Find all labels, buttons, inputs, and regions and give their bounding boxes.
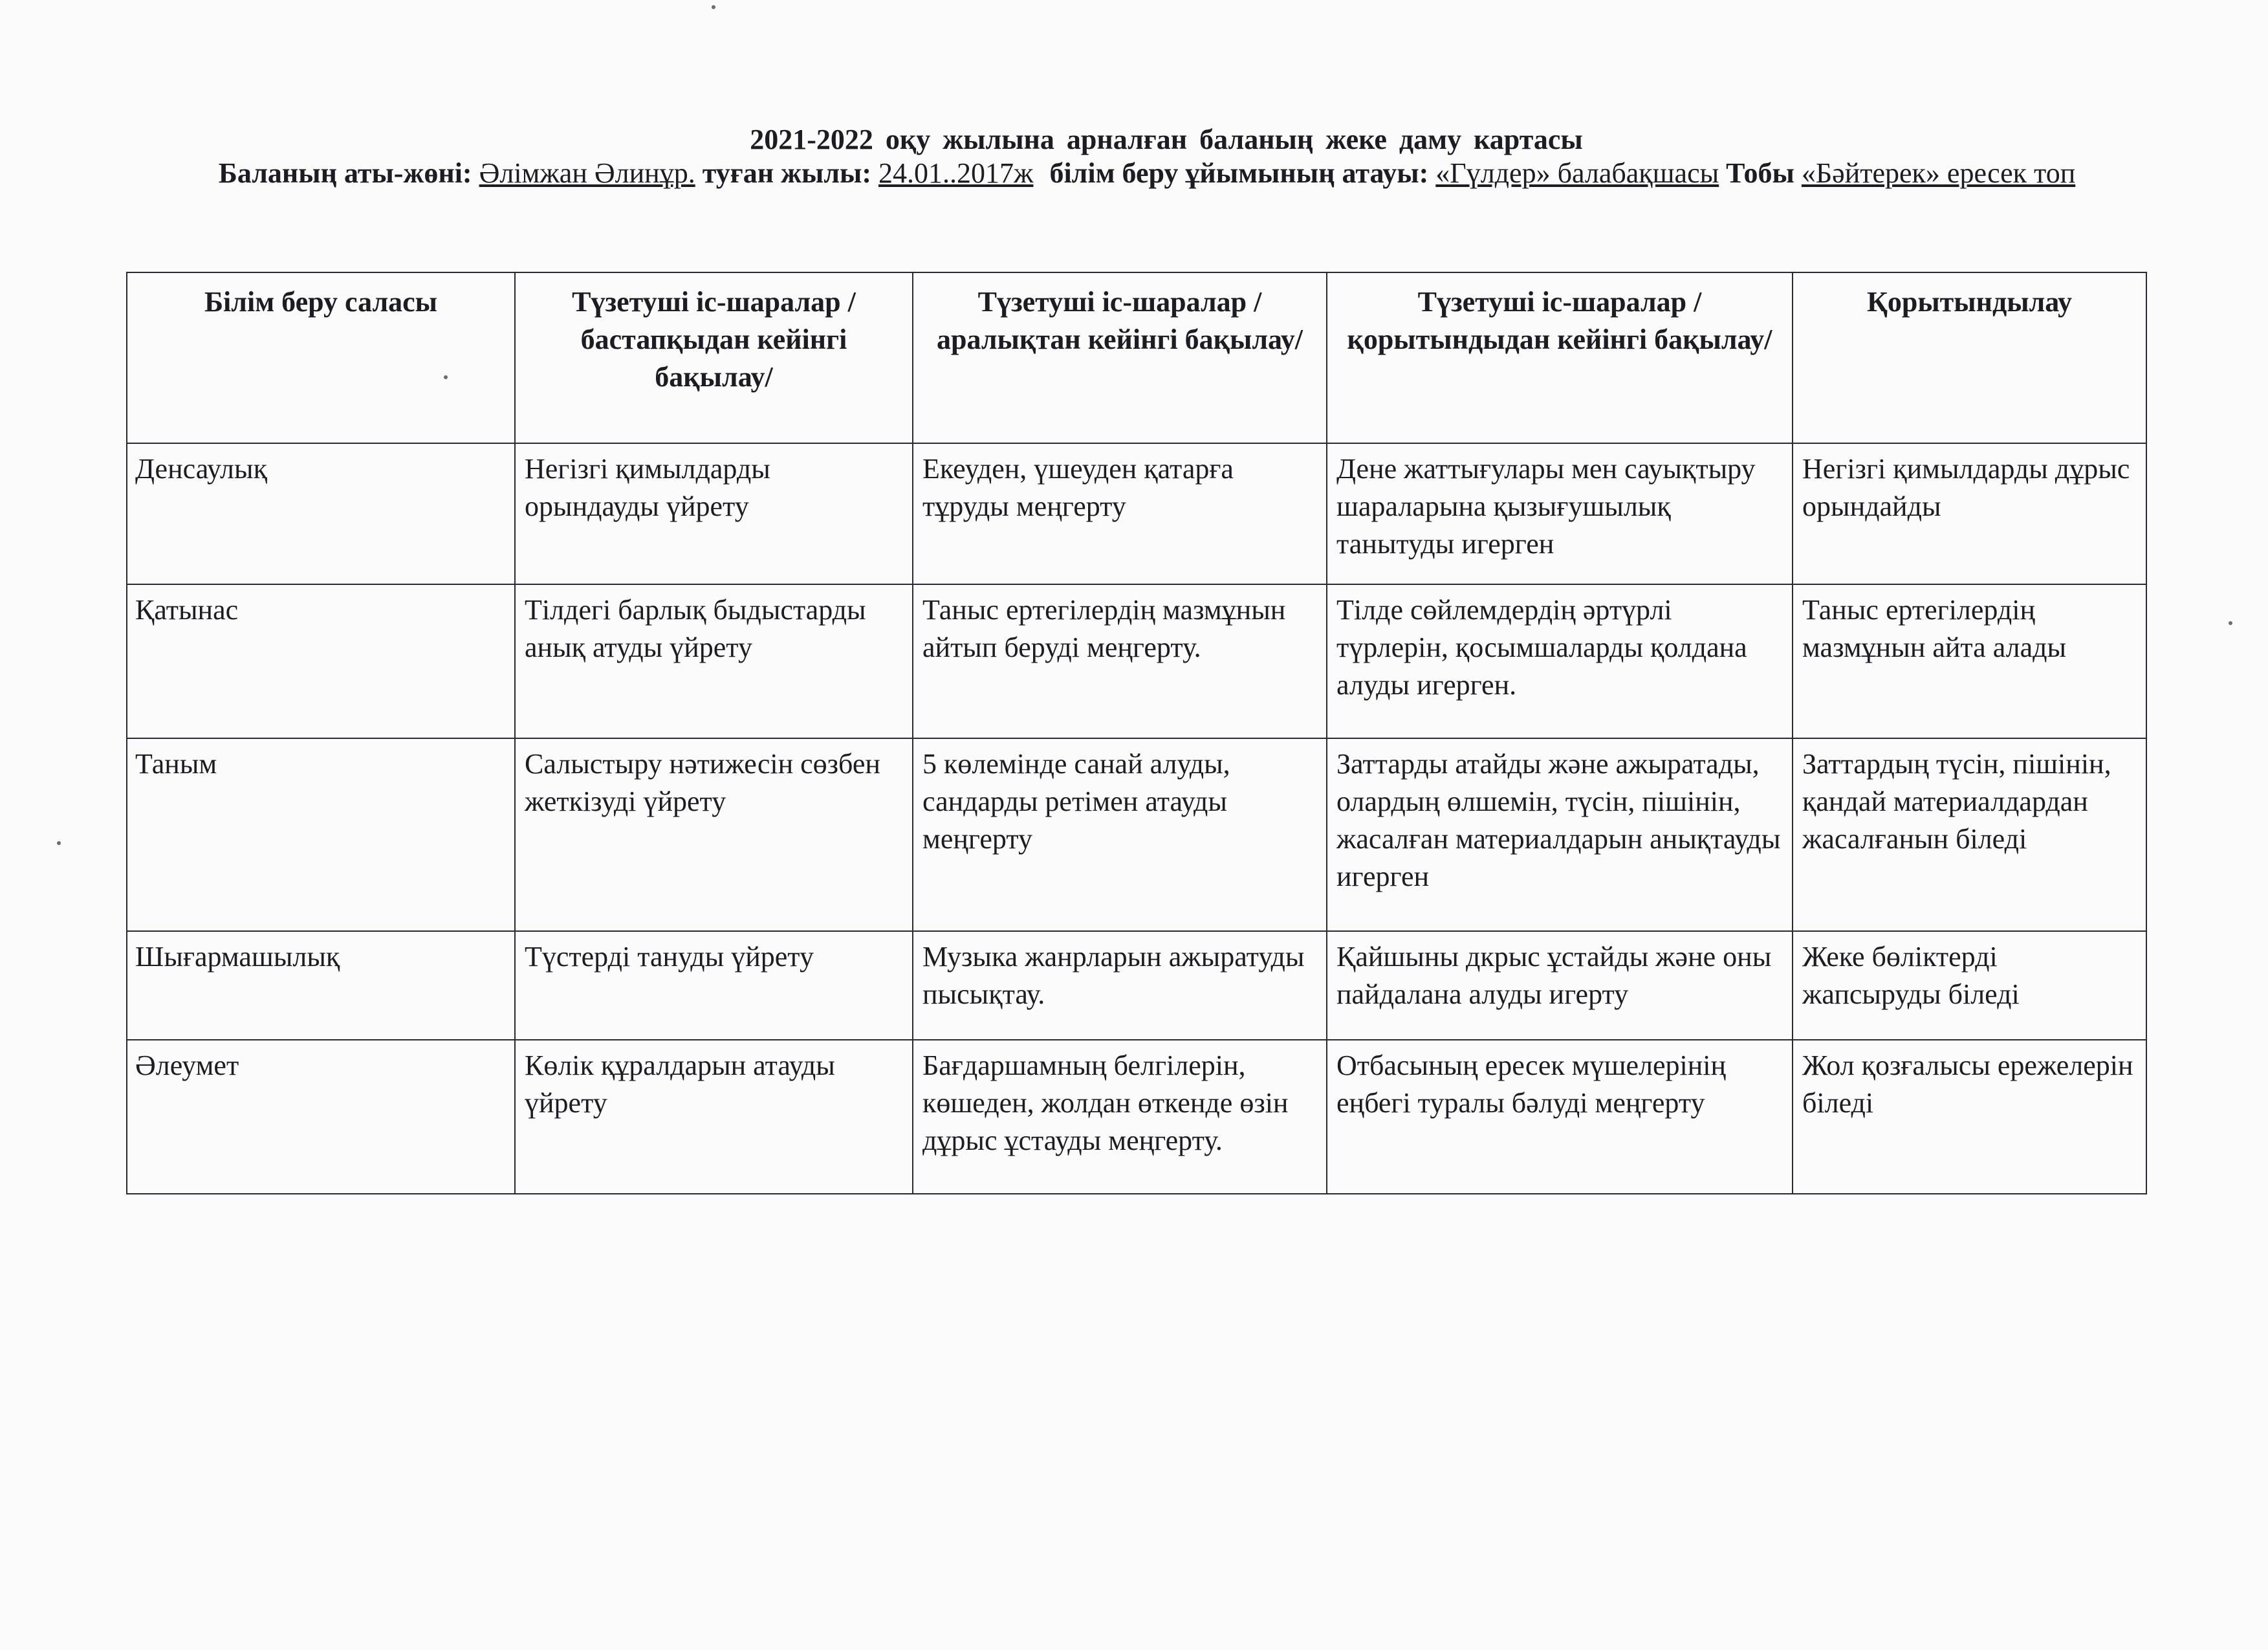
cell-initial: Тілдегі барлық быдыстарды анық атуды үйрету: [515, 584, 913, 738]
birth-date-value: 24.01..2017ж: [878, 157, 1034, 189]
table-row: [127, 738, 2146, 931]
cell-initial: Түстерді тануды үйрету: [515, 931, 913, 1040]
header-initial-measures: Түзетуші іс-шаралар /бастапқыдан кейінгі бақылау/: [515, 272, 913, 443]
cell-summary: Заттардың түсін, пішінін, қандай материалдардан жасалғанын біледі: [1793, 738, 2146, 931]
cell-area: Қатынас: [127, 584, 515, 738]
cell-area: Шығармашылық: [127, 931, 515, 1040]
cell-summary: Жол қозғалысы ережелерін біледі: [1793, 1040, 2146, 1194]
scan-speck: [712, 5, 715, 9]
organization-value: «Гүлдер» балабақшасы: [1435, 157, 1719, 189]
cell-initial: Салыстыру нәтижесін сөзбен жеткізуді үйрету: [515, 738, 913, 931]
header-interim-measures: Түзетуші іс-шаралар / аралықтан кейінгі бақылау/: [913, 272, 1327, 443]
table-row: [127, 443, 2146, 584]
development-card-table: [126, 272, 2147, 1194]
scan-speck: [2229, 621, 2232, 625]
cell-initial: Көлік құралдарын атауды үйрету: [515, 1040, 913, 1194]
child-info-line: [0, 157, 2268, 190]
scan-speck: [57, 841, 61, 845]
cell-area: Денсаулық: [127, 443, 515, 584]
cell-final: Отбасының ересек мүшелерінің еңбегі туралы бәлуді меңгерту: [1327, 1040, 1793, 1194]
table-row: [127, 1040, 2146, 1194]
cell-final: Тілде сөйлемдердің әртүрлі түрлерін, қосымшаларды қолдана алуды игерген.: [1327, 584, 1793, 738]
child-name-value: Әлімжан Әлинұр.: [479, 157, 695, 189]
header-education-area: Білім беру саласы: [127, 272, 515, 443]
cell-interim: 5 көлемінде санай алуды, сандарды ретімен атауды меңгерту: [913, 738, 1327, 931]
scan-speck: [444, 375, 448, 379]
cell-initial: Негізгі қимылдарды орындауды үйрету: [515, 443, 913, 584]
organization-label: білім беру ұйымының атауы:: [1049, 157, 1429, 189]
cell-summary: Жеке бөліктерді жапсыруды біледі: [1793, 931, 2146, 1040]
group-label: Тобы: [1726, 157, 1794, 189]
cell-final: Қайшыны дкрыс ұстайды және оны пайдалана алуды игерту: [1327, 931, 1793, 1040]
header-summary: Қорытындылау: [1793, 272, 2146, 443]
cell-interim: Музыка жанрларын ажыратуды пысықтау.: [913, 931, 1327, 1040]
child-name-label: Баланың аты-жөні:: [218, 157, 472, 189]
cell-final: Дене жаттығулары мен сауықтыру шараларына қызығушылық танытуды игерген: [1327, 443, 1793, 584]
cell-interim: Таныс ертегілердің мазмұнын айтып беруді меңгерту.: [913, 584, 1327, 738]
table-header-row: [127, 272, 2146, 443]
table-row: [127, 931, 2146, 1040]
cell-area: Таным: [127, 738, 515, 931]
cell-area: Әлеумет: [127, 1040, 515, 1194]
header-final-measures: Түзетуші іс-шаралар / қорытындыдан кейінгі бақылау/: [1327, 272, 1793, 443]
cell-summary: Негізгі қимылдарды дұрыс орындайды: [1793, 443, 2146, 584]
table-row: [127, 584, 2146, 738]
group-value: «Бәйтерек» ересек топ: [1801, 157, 2076, 189]
document-title: 2021-2022 оқу жылына арналған баланың жеке даму картасы: [750, 124, 1583, 155]
birth-date-label: туған жылы:: [702, 157, 872, 189]
cell-final: Заттарды атайды және ажыратады, олардың өлшемін, түсін, пішінін, жасалған материалдарын анықтауды игерген: [1327, 738, 1793, 931]
cell-interim: Бағдаршамның белгілерін, көшеден, жолдан өткенде өзін дұрыс ұстауды меңгерту.: [913, 1040, 1327, 1194]
document-heading: [0, 123, 2268, 190]
cell-interim: Екеуден, үшеуден қатарға тұруды меңгерту: [913, 443, 1327, 584]
cell-summary: Таныс ертегілердің мазмұнын айта алады: [1793, 584, 2146, 738]
